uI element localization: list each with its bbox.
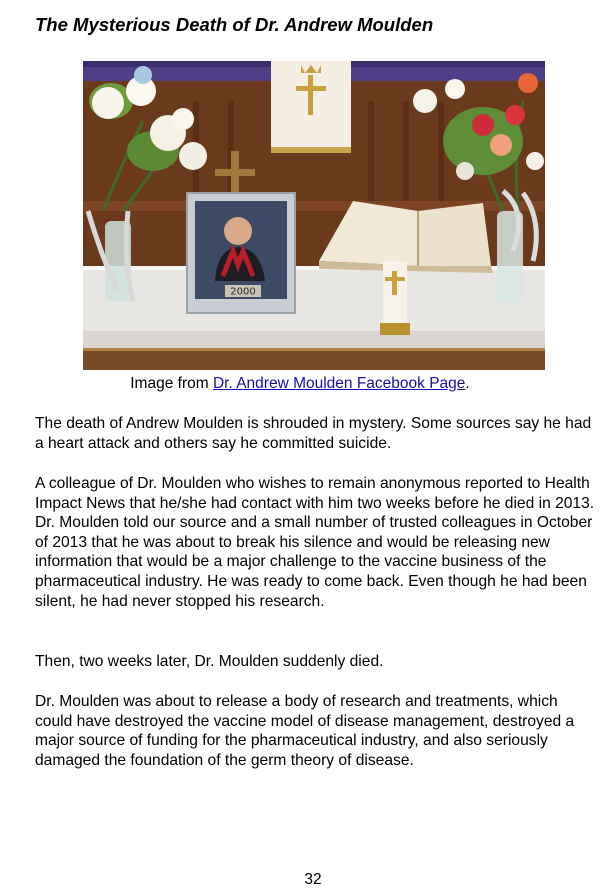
image-caption (0, 374, 600, 394)
paragraph-research-impact: Dr. Moulden was about to release a body of research and treatments, which could have destroyed the vaccine model of disease management, destroyed a major source of funding for the pharmaceutical industry, and also seriously damaged the foundation of the germ theory of disease. (35, 693, 575, 769)
altar-cloth (271, 61, 351, 153)
paragraph-colleague-report: A colleague of Dr. Moulden who wishes to remain anonymous reported to Health Impact News that he/she had contact with him two weeks before he died in 2013. Dr. Moulden told our source and a small number of trusted colleagues in October of 2013 that he was about to break his silence and would be releasing new information that would be a major challenge to the vaccine business of the pharmaceutical industry. He was ready to come back. Even though he had been silent, he had never stopped his research. (35, 475, 595, 610)
caption-suffix: . (465, 375, 470, 392)
paragraph-sudden-death: Then, two weeks later, Dr. Moulden suddenly died. (35, 653, 384, 670)
bookmark-ribbon (380, 261, 410, 335)
page-number: 32 (304, 871, 322, 888)
paragraph-intro: The death of Andrew Moulden is shrouded in mystery. Some sources say he had a heart attack and others say he committed suicide. (35, 415, 592, 452)
facebook-page-link[interactable]: Dr. Andrew Moulden Facebook Page (212, 375, 466, 392)
caption-prefix: Image from (130, 375, 213, 392)
page-title: The Mysterious Death of Dr. Andrew Moulden (35, 14, 434, 35)
frame-year: 2000 (230, 286, 256, 298)
memorial-photo (83, 61, 545, 370)
portrait-frame (187, 193, 295, 313)
